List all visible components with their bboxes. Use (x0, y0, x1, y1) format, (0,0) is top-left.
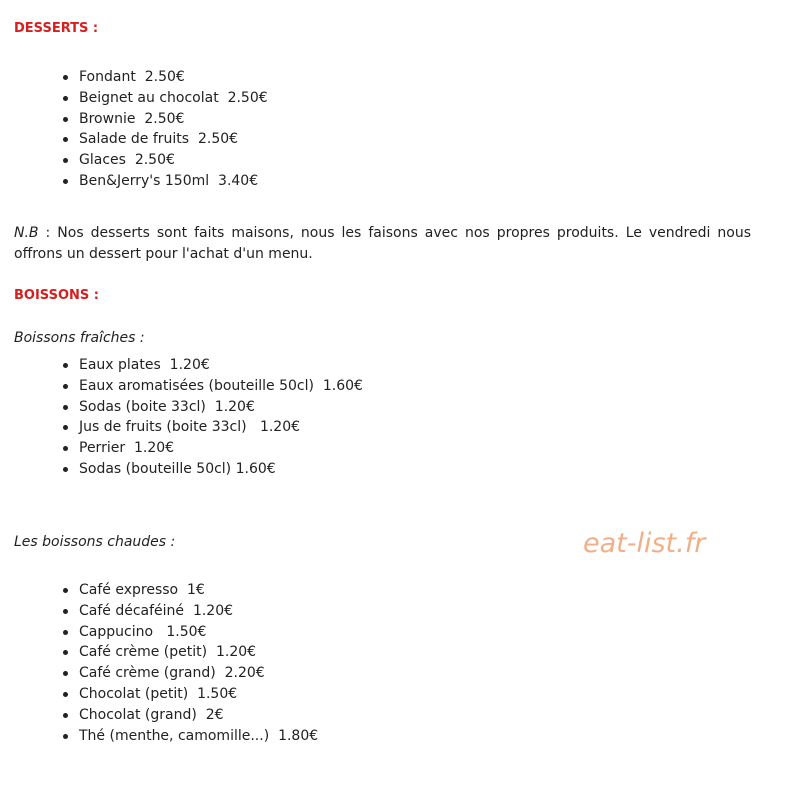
hot-drink-item: Thé (menthe, camomille...) 1.80€ (79, 727, 319, 744)
list-item (79, 663, 318, 684)
watermark-logo: eat-list.fr (583, 528, 706, 559)
bullet-icon (63, 671, 68, 676)
list-item (79, 171, 268, 192)
desserts-list (79, 67, 268, 192)
boissons-title: BOISSONS : (14, 288, 99, 303)
hot-drink-item: Café crème (petit) 1.20€ (79, 644, 257, 661)
bullet-icon (63, 405, 68, 410)
list-item (79, 684, 318, 705)
bullet-icon (63, 384, 68, 389)
dessert-item: Fondant 2.50€ (79, 69, 185, 85)
cold-drink-item: Perrier 1.20€ (79, 440, 175, 457)
bullet-icon (63, 630, 68, 635)
hot-drink-item: Cappucino 1.50€ (79, 623, 207, 640)
bullet-icon (63, 446, 68, 451)
list-item (79, 642, 318, 663)
cold-drink-item: Jus de fruits (boite 33cl) 1.20€ (79, 419, 301, 436)
hot-drink-item: Café expresso 1€ (79, 582, 205, 598)
bullet-icon (63, 158, 68, 163)
dessert-item: Ben&Jerry's 150ml 3.40€ (79, 172, 259, 189)
bullet-icon (63, 609, 68, 614)
list-item (79, 88, 268, 109)
list-item (79, 376, 363, 397)
dessert-item: Beignet au chocolat 2.50€ (79, 89, 268, 106)
bullet-icon (63, 137, 68, 142)
hot-drinks-heading: Les boissons chaudes : (14, 534, 176, 550)
list-item (79, 150, 268, 171)
list-item (79, 622, 318, 643)
bullet-icon (63, 467, 68, 472)
cold-drinks-list (79, 355, 363, 480)
list-item (79, 459, 363, 480)
dessert-item: Brownie 2.50€ (79, 110, 185, 127)
cold-drink-item: Eaux aromatisées (bouteille 50cl) 1.60€ (79, 377, 363, 394)
bullet-icon (63, 734, 68, 739)
list-item (79, 417, 363, 438)
bullet-icon (63, 363, 68, 368)
list-item (79, 705, 318, 726)
note-text: : Nos desserts sont faits maisons, nous les faisons avec nos propres produits. Le vendredi nous offrons un dessert pour l'achat d'un menu. (14, 225, 751, 262)
bullet-icon (63, 425, 68, 430)
dessert-item: Glaces 2.50€ (79, 152, 175, 169)
list-item (79, 580, 318, 601)
list-item (79, 129, 268, 150)
bullet-icon (63, 96, 68, 101)
list-item (79, 397, 363, 418)
hot-drink-item: Chocolat (grand) 2€ (79, 706, 224, 723)
hot-drink-item: Chocolat (petit) 1.50€ (79, 685, 238, 702)
bullet-icon (63, 75, 68, 80)
bullet-icon (63, 650, 68, 655)
desserts-title: DESSERTS : (14, 21, 99, 36)
bullet-icon (63, 713, 68, 718)
list-item (79, 601, 318, 622)
bullet-icon (63, 117, 68, 122)
list-item (79, 67, 268, 88)
dessert-item: Salade de fruits 2.50€ (79, 131, 239, 148)
desserts-note (14, 223, 751, 265)
hot-drink-item: Café décaféiné 1.20€ (79, 602, 234, 619)
bullet-icon (63, 179, 68, 184)
list-item (79, 355, 363, 376)
note-prefix: N.B (14, 225, 39, 241)
hot-drinks-list (79, 580, 318, 746)
bullet-icon (63, 692, 68, 697)
cold-drink-item: Eaux plates 1.20€ (79, 357, 210, 373)
list-item (79, 726, 318, 747)
cold-drinks-heading: Boissons fraîches : (14, 330, 145, 346)
cold-drink-item: Sodas (boite 33cl) 1.20€ (79, 398, 255, 415)
cold-drink-item: Sodas (bouteille 50cl) 1.60€ (79, 460, 276, 477)
hot-drink-item: Café crème (grand) 2.20€ (79, 665, 265, 682)
list-item (79, 109, 268, 130)
list-item (79, 438, 363, 459)
bullet-icon (63, 588, 68, 593)
